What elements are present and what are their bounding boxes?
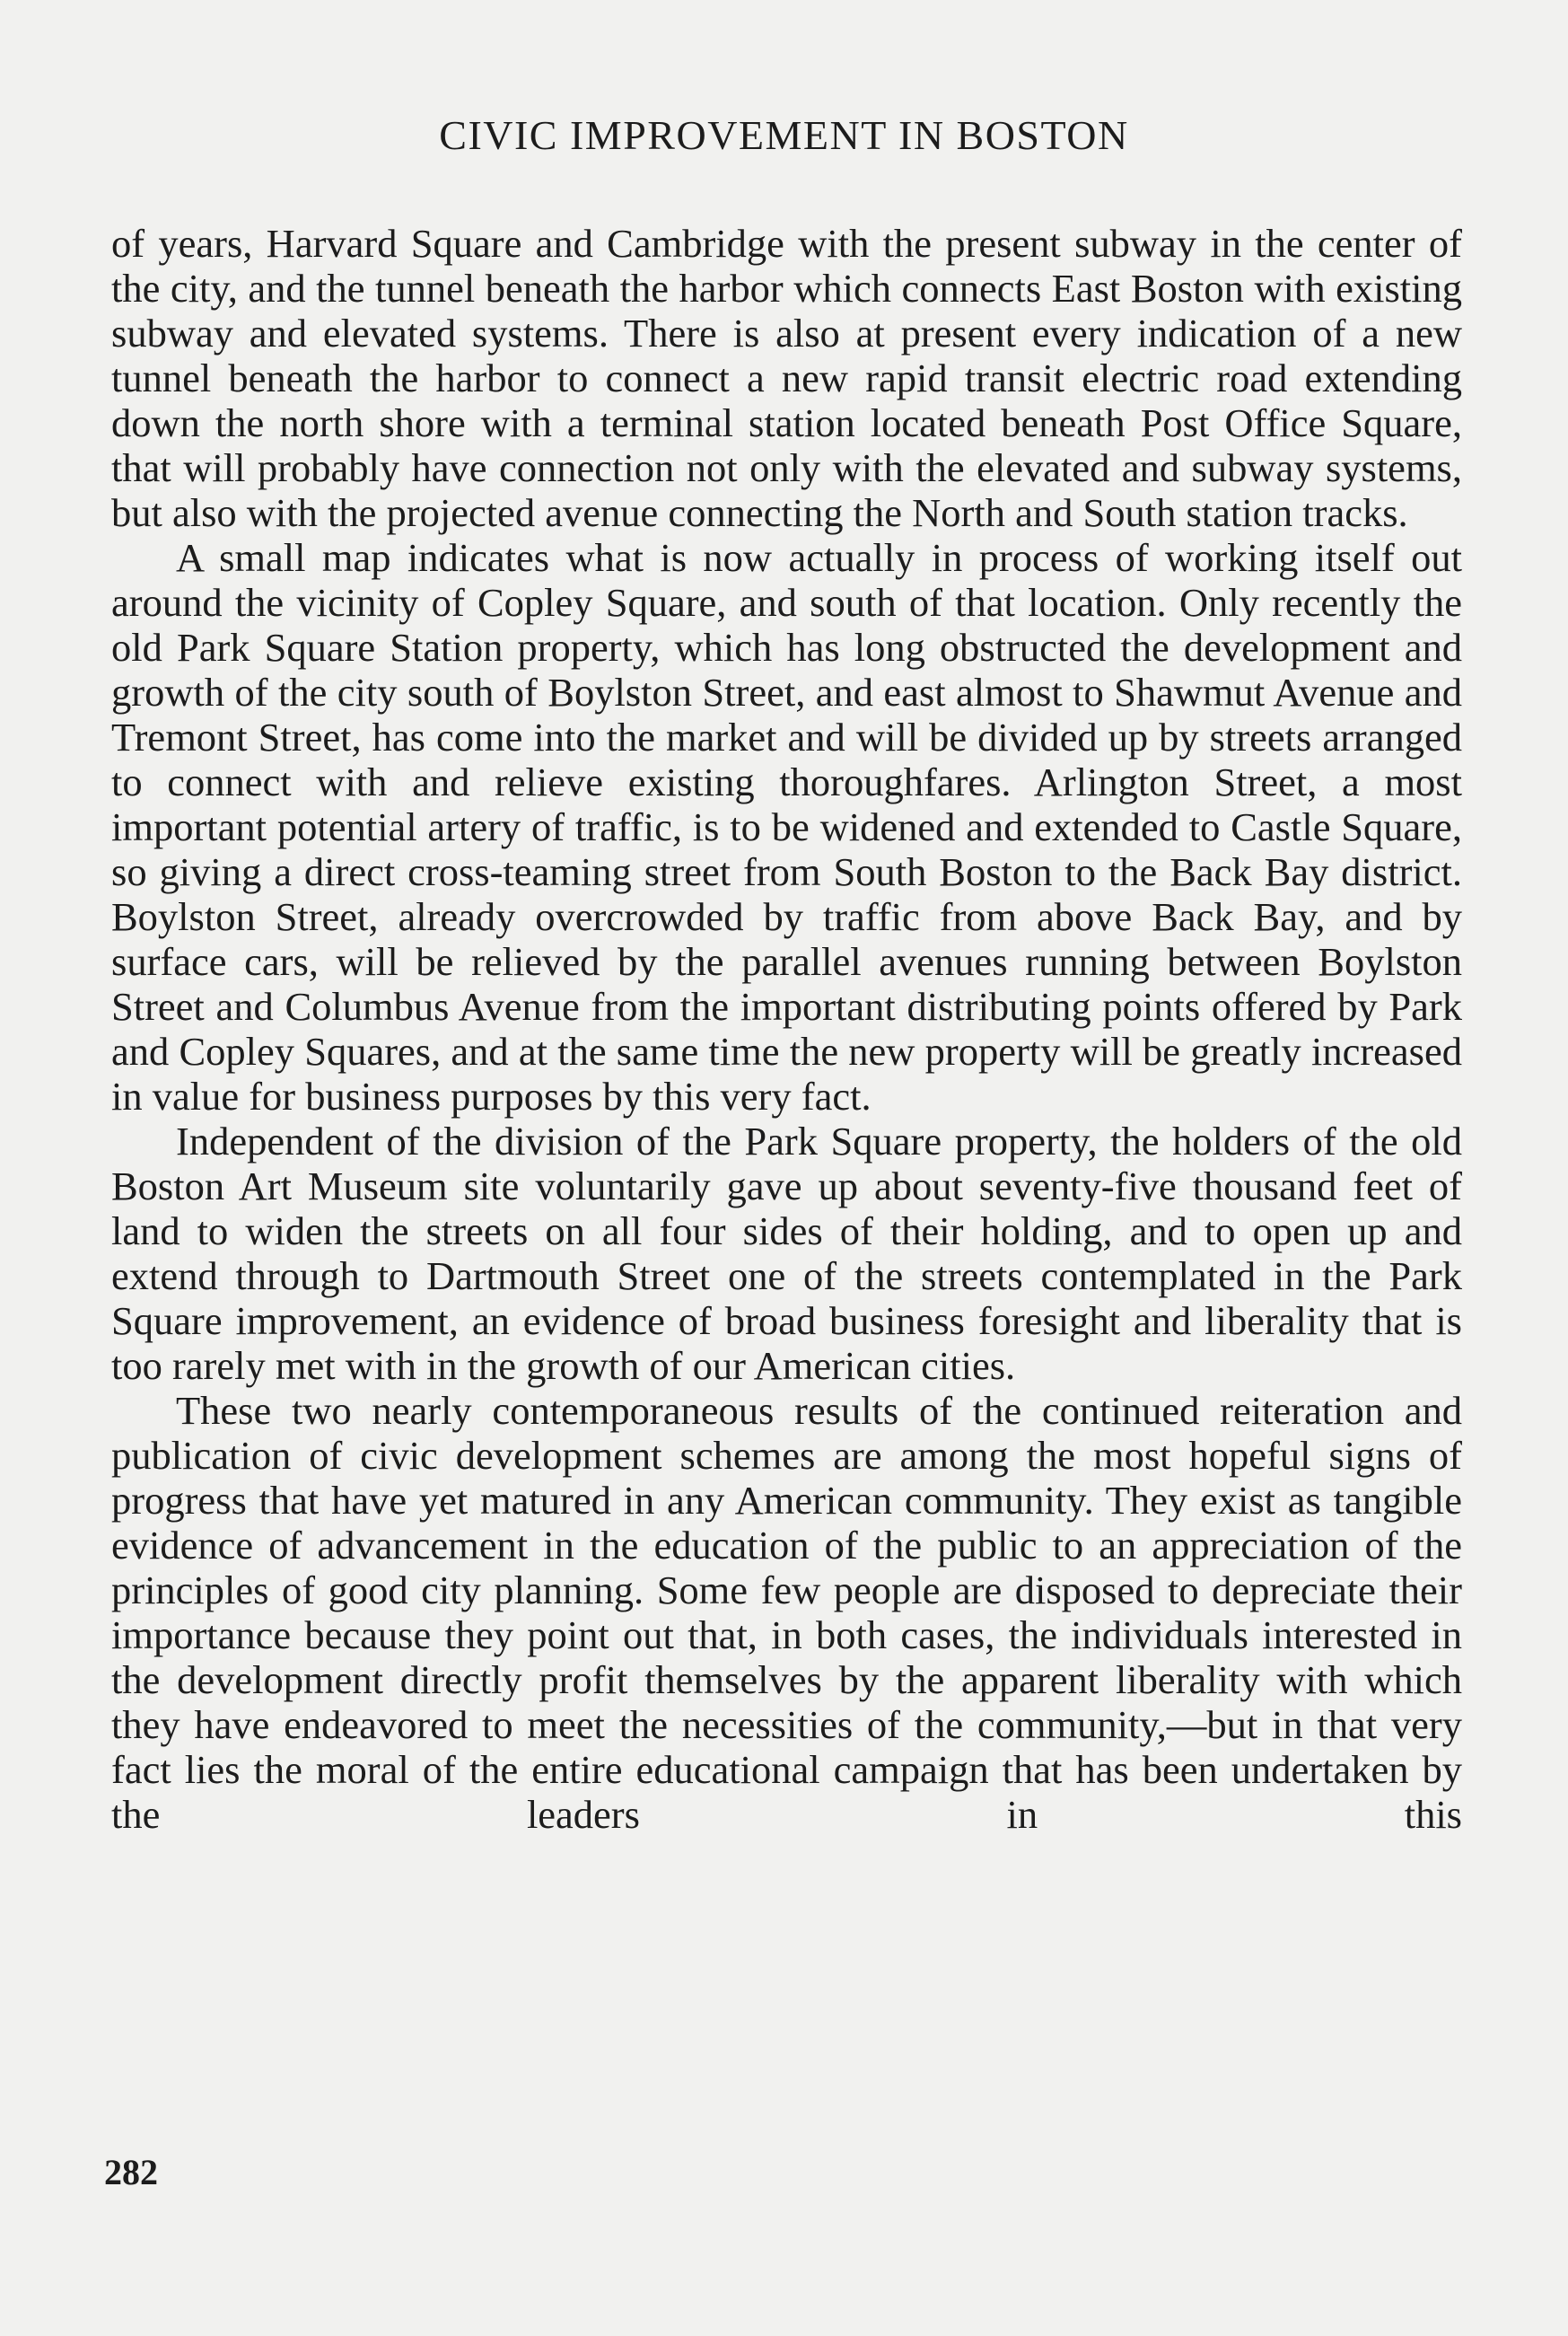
running-head: CIVIC IMPROVEMENT IN BOSTON [439, 112, 1129, 158]
paragraph-3: Independent of the division of the Park Square property, the holders of the old Boston Art Museum site voluntarily gave up about seventy-five thousand feet of land to widen the streets on all four sides of their holding, and to open up and extend through to Dartmouth Street one of the streets contemplated in the Park Square improvement, an evidence of broad business foresight and liberality that is too rarely met with in the growth of our American cities. [111, 1119, 1462, 1388]
page-number: 282 [104, 2152, 158, 2192]
paragraph-2: A small map indicates what is now actually in process of working itself out around the vicinity of Copley Square, and south of that location. Only recently the old Park Square Station property, which has long obstructed the development and growth of the city south of Boylston Street, and east almost to Shawmut Avenue and Tremont Street, has come into the market and will be divided up by streets arranged to connect with and relieve existing thoroughfares. Arlington Street, a most important potential artery of traffic, is to be widened and extended to Castle Square, so giving a direct cross-teaming street from South Boston to the Back Bay district. Boylston Street, already overcrowded by traffic from above Back Bay, and by surface cars, will be relieved by the parallel avenues running between Boylston Street and Columbus Avenue from the important distributing points offered by Park and Copley Squares, and at the same time the new property will be greatly increased in value for business purposes by this very fact. [111, 535, 1462, 1119]
paragraph-4: These two nearly contemporaneous results of the continued reiteration and publication of civic development schemes are among the most hopeful signs of progress that have yet matured in any American community. They exist as tangible evidence of advancement in the education of the public to an appreciation of the principles of good city planning. Some few people are disposed to depreciate their importance because they point out that, in both cases, the individuals interested in the development directly profit themselves by the apparent liberality with which they have endeavored to meet the necessities of the community,—but in that very fact lies the moral of the entire educational campaign that has been undertaken by the leaders in this [111, 1388, 1462, 1837]
paragraph-1: of years, Harvard Square and Cambridge with the present subway in the center of the city, and the tunnel beneath the harbor which connects East Boston with existing subway and elevated systems. There is also at present every indication of a new tunnel beneath the harbor to connect a new rapid transit electric road extending down the north shore with a terminal station located beneath Post Office Square, that will probably have connection not only with the elevated and subway systems, but also with the projected avenue connecting the North and South station tracks. [111, 221, 1462, 535]
body-text [111, 221, 1462, 1837]
